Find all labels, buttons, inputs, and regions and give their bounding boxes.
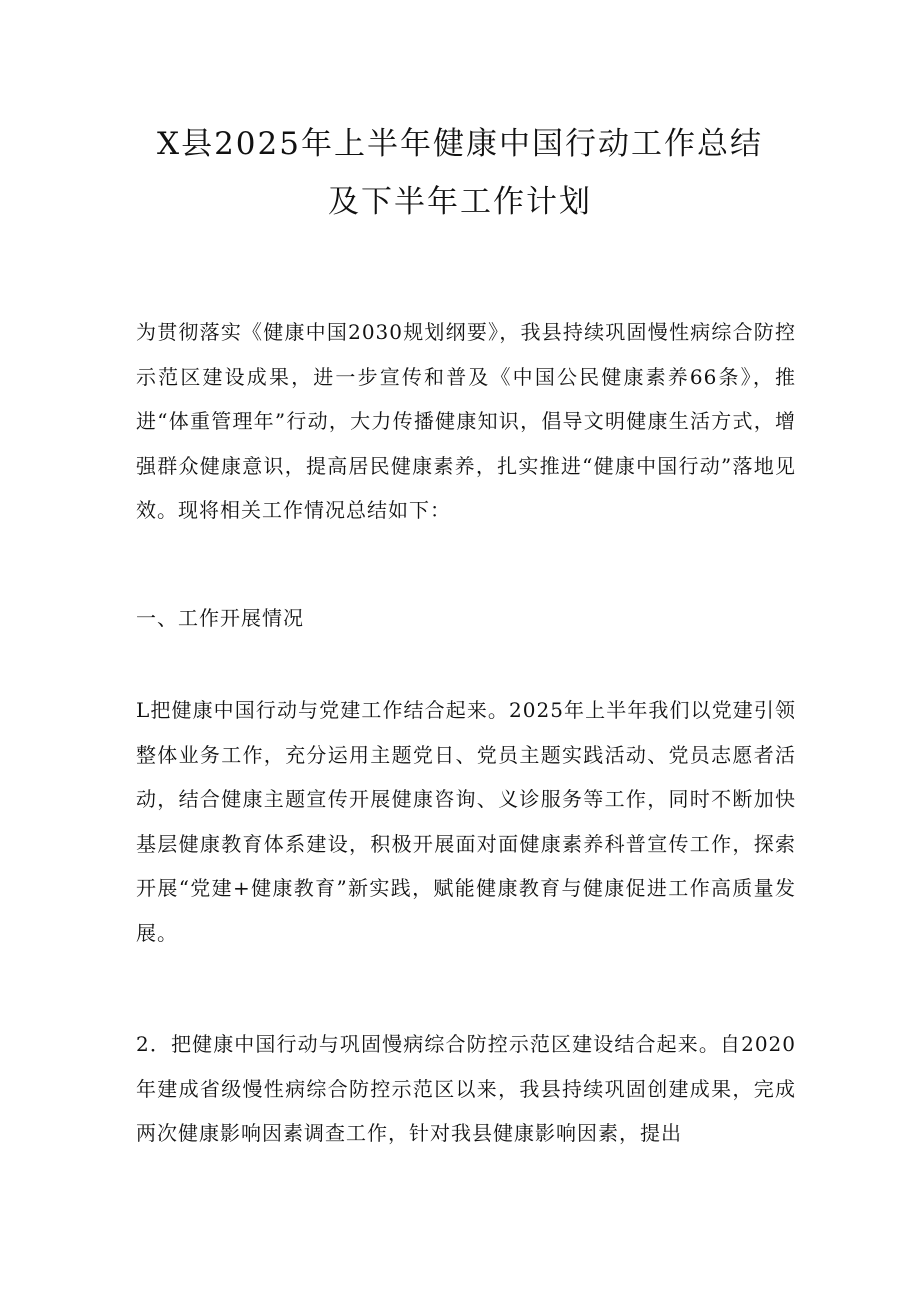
intro-paragraph: 为贯彻落实《健康中国2030规划纲要》，我县持续巩固慢性病综合防控示范区建设成果，进一步宣传和普及《中国公民健康素养66条》，推进“体重管理年”行动，大力传播健康知识，倡导文明健康生活方式，增强群众健康意识，提高居民健康素养，扎实推进“健康中国行动”落地见效。现将相关工作情况总结如下： <box>136 320 796 522</box>
document-title-line-2: 及下半年工作计划 <box>328 184 592 220</box>
document-title-line-1: X县2025年上半年健康中国行动工作总结 <box>157 126 763 162</box>
work-item-1-paragraph: L把健康中国行动与党建工作结合起来。2025年上半年我们以党建引领整体业务工作，充分运用主题党日、党员主题实践活动、党员志愿者活动，结合健康主题宣传开展健康咨询、义诊服务等工作，同时不断加快基层健康教育体系建设，积极开展面对面健康素养科普宣传工作，探索开展“党建+健康教育”新实践，赋能健康教育与健康促进工作高质量发展。 <box>136 698 796 945</box>
section-heading: 一、工作开展情况 <box>136 606 304 630</box>
work-item-2-paragraph: 2．把健康中国行动与巩固慢病综合防控示范区建设结合起来。自2020年建成省级慢性病综合防控示范区以来，我县持续巩固创建成果，完成两次健康影响因素调查工作，针对我县健康影响因素，提出 <box>136 1032 796 1145</box>
